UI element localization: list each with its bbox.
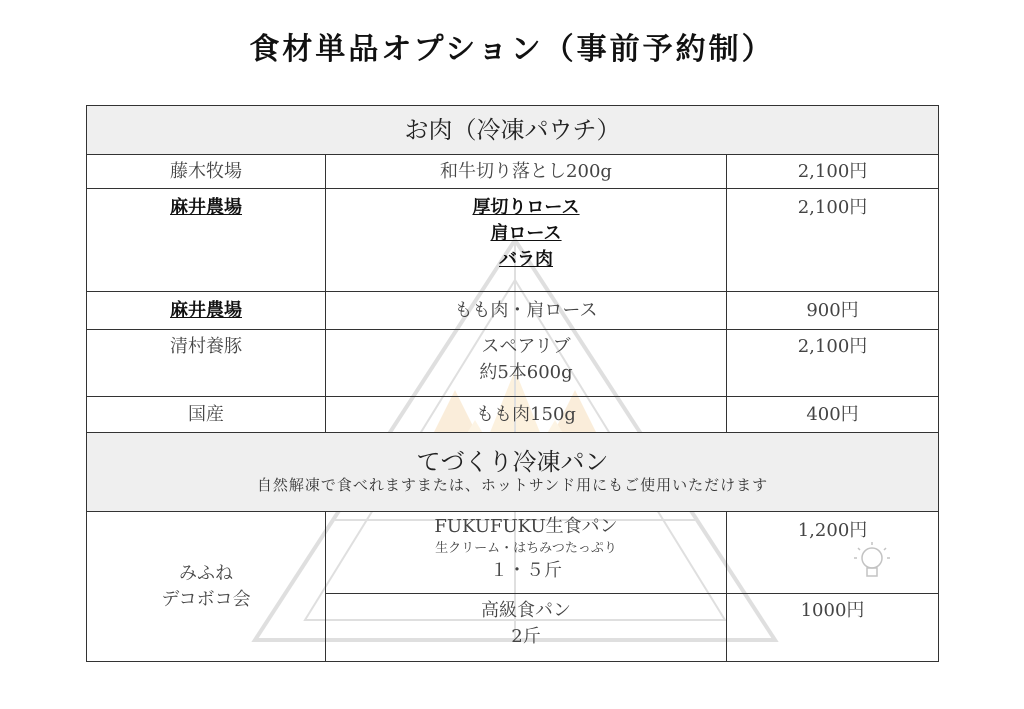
section-heading: てづくり冷凍パン xyxy=(416,448,609,476)
section-subheading: 自然解凍で食べれますまたは、ホットサンド用にもご使用いただけます xyxy=(256,476,769,494)
farm-name xyxy=(87,512,326,662)
item-detail: 生クリーム・はちみつたっぷり xyxy=(435,541,617,556)
item-list xyxy=(326,330,727,397)
item-name: 厚切りロース xyxy=(472,197,580,218)
table-row xyxy=(87,189,939,292)
farm-name-text: 麻井農場 xyxy=(170,197,242,218)
item-name: バラ肉 xyxy=(499,249,553,270)
item-list xyxy=(326,512,727,594)
table-row xyxy=(87,512,939,594)
item-list xyxy=(326,189,727,292)
section-header-bread xyxy=(87,433,939,512)
price: 900円 xyxy=(727,292,939,330)
item-name: もも肉150g xyxy=(326,397,727,433)
farm-name xyxy=(87,292,326,330)
section-heading: お肉（冷凍パウチ） xyxy=(87,106,939,155)
farm-name-line: みふね xyxy=(179,562,233,584)
price: 2,100円 xyxy=(727,155,939,189)
item-name: もも肉・肩ロース xyxy=(326,292,727,330)
item-name: 高級食パン xyxy=(481,600,571,621)
farm-name: 藤木牧場 xyxy=(87,155,326,189)
item-size: １・５斤 xyxy=(490,560,562,581)
farm-name: 国産 xyxy=(87,397,326,433)
item-list xyxy=(326,594,727,662)
lightbulb-icon xyxy=(852,540,892,584)
table-row xyxy=(87,292,939,330)
price: 2,100円 xyxy=(727,330,939,397)
table-row xyxy=(87,155,939,189)
farm-name-text: 麻井農場 xyxy=(170,299,242,321)
section-header-meat xyxy=(87,106,939,155)
item-name: 肩ロース xyxy=(490,223,562,244)
farm-name xyxy=(87,189,326,292)
item-detail: 約5本600g xyxy=(479,362,573,383)
farm-name-line: デコボコ会 xyxy=(161,588,251,610)
table-row xyxy=(87,397,939,433)
price-table xyxy=(86,105,939,662)
price: 1000円 xyxy=(727,594,939,662)
item-name: スペアリブ xyxy=(481,336,571,357)
item-name: FUKUFUKU生食パン xyxy=(434,516,618,537)
price: 1,200円 xyxy=(727,512,939,594)
item-name: 和牛切り落とし200g xyxy=(326,155,727,189)
item-size: 2斤 xyxy=(511,626,541,647)
page-title: 食材単品オプション（事前予約制） xyxy=(249,32,775,67)
section-heading-cell xyxy=(87,433,939,512)
table-row xyxy=(87,330,939,397)
price: 400円 xyxy=(727,397,939,433)
farm-name: 清村養豚 xyxy=(87,330,326,397)
price: 2,100円 xyxy=(727,189,939,292)
